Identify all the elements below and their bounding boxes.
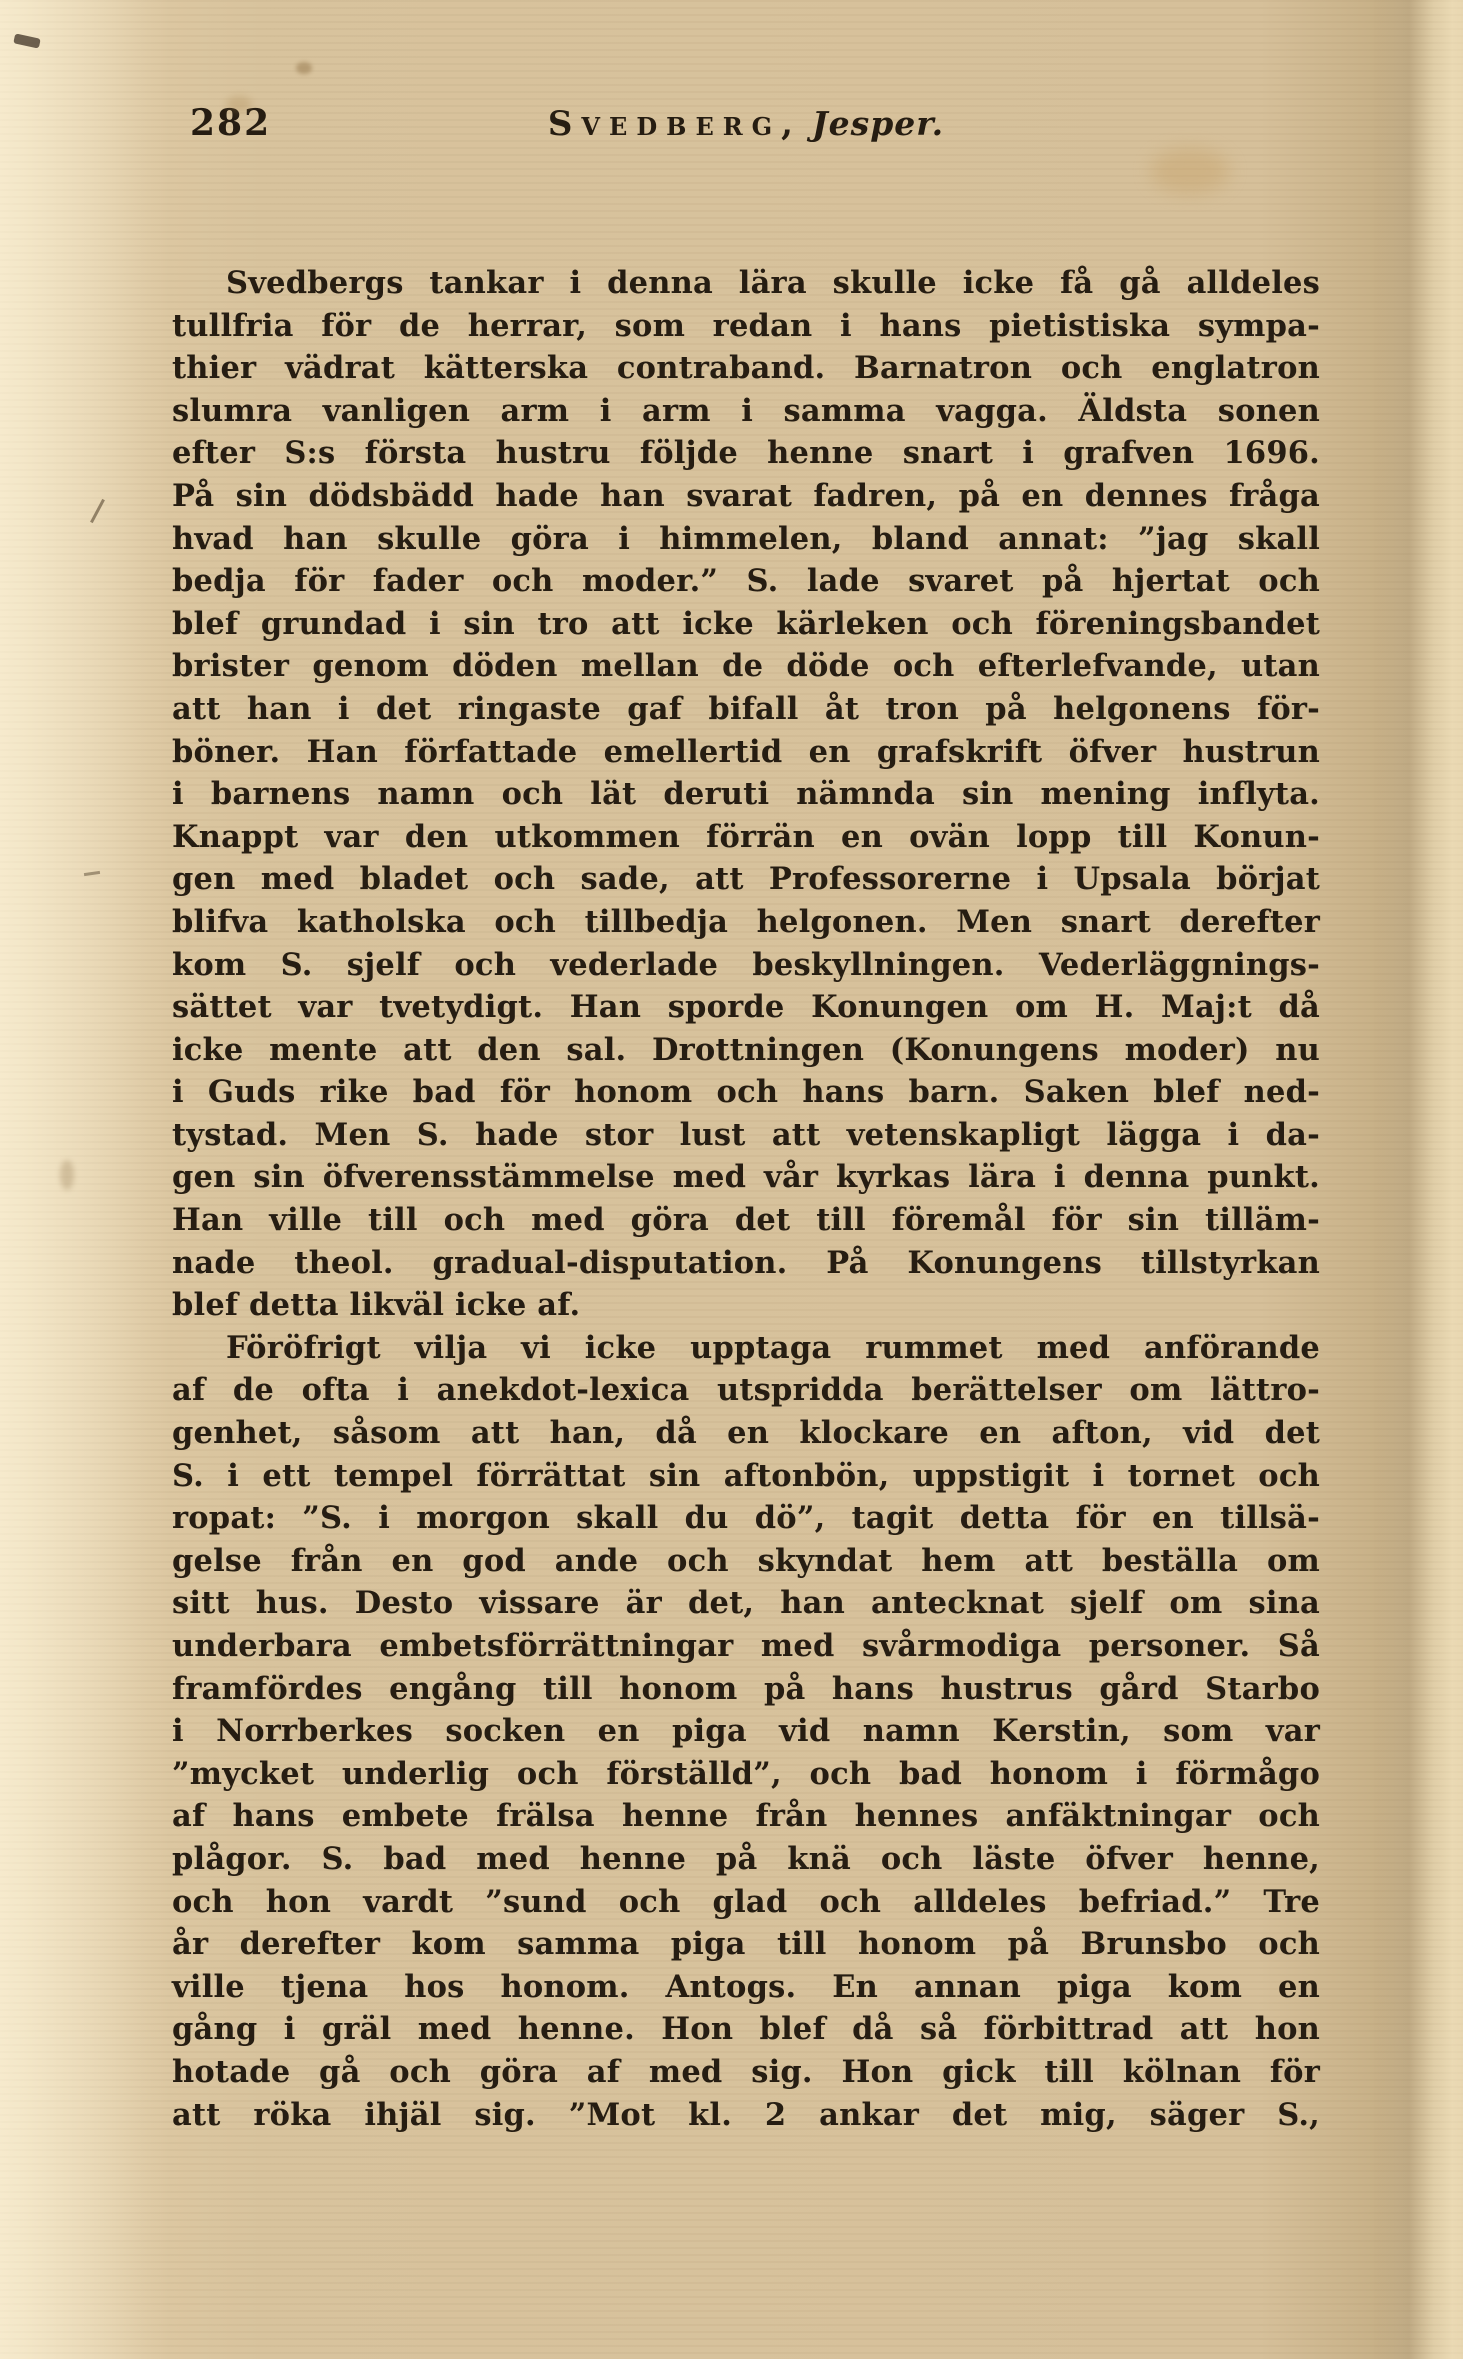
text-line: böner. Han författade emellertid en grafskrift öfver hustrun [172, 733, 1320, 770]
text-line: icke mente att den sal. Drottningen (Konungens moder) nu [172, 1031, 1320, 1068]
paper-stain [60, 1160, 74, 1190]
text-line: af de ofta i anekdot-lexica utspridda berättelser om lättro- [172, 1372, 1320, 1409]
page-header [172, 102, 1320, 148]
text-line: gång i gräl med henne. Hon blef då så förbittrad att hon [172, 2011, 1320, 2048]
text-line: underbara embetsförrättningar med svårmodiga personer. Så [172, 1628, 1320, 1664]
pen-mark [84, 871, 100, 876]
text-line: genhet, såsom att han, då en klockare en afton, vid det [172, 1415, 1320, 1452]
text-line: att han i det ringaste gaf bifall åt tron på helgonens för- [172, 690, 1320, 727]
text-line: i Norrberkes socken en piga vid namn Kerstin, som var [172, 1713, 1320, 1750]
running-title-surname: Svedberg, [547, 104, 803, 144]
text-line: thier vädrat kätterska contraband. Barnatron och englatron [172, 350, 1320, 387]
text-line: blef grundad i sin tro att icke kärleken och föreningsbandet [172, 605, 1320, 642]
text-line: hotade gå och göra af med sig. Hon gick till kölnan för [172, 2053, 1320, 2090]
text-line: kom S. sjelf och vederlade beskyllningen. Vederläggnings- [172, 946, 1320, 983]
text-line: hvad han skulle göra i himmelen, bland annat: ”jag skall [172, 520, 1320, 557]
page-number: 282 [190, 102, 272, 144]
text-line: På sin dödsbädd hade han svarat fadren, på en dennes fråga [172, 477, 1320, 514]
text-line: år derefter kom samma piga till honom på Brunsbo och [172, 1926, 1320, 1963]
text-line: efter S:s första hustru följde henne snart i grafven 1696. [172, 435, 1320, 472]
paper-stain [1150, 148, 1230, 194]
text-line: i barnens namn och lät deruti nämnda sin mening inflyta. [172, 776, 1320, 813]
text-line: tullfria för de herrar, som redan i hans pietistiska sympa- [172, 307, 1320, 344]
text-line: slumra vanligen arm i arm i samma vagga. Äldsta sonen [172, 392, 1320, 429]
text-line: sättet var tvetydigt. Han sporde Konungen om H. Maj:t då [172, 989, 1320, 1026]
text-line: blef detta likväl icke af. [172, 1287, 581, 1324]
text-line: och hon vardt ”sund och glad och alldeles befriad.” Tre [172, 1883, 1320, 1920]
text-line: sitt hus. Desto vissare är det, han antecknat sjelf om sina [172, 1585, 1320, 1622]
paper-stain [296, 62, 312, 74]
running-title [172, 104, 1320, 144]
text-line: ville tjena hos honom. Antogs. En annan piga kom en [172, 1968, 1320, 2005]
text-line: gen med bladet och sade, att Professorerne i Upsala börjat [172, 861, 1320, 898]
text-line: ropat: ”S. i morgon skall du dö”, tagit detta för en tillsä- [172, 1500, 1320, 1537]
text-line: S. i ett tempel förrättat sin aftonbön, uppstigit i tornet och [172, 1457, 1320, 1494]
text-line: framfördes engång till honom på hans hustrus gård Starbo [172, 1670, 1320, 1707]
text-line: brister genom döden mellan de döde och efterlefvande, utan [172, 648, 1320, 685]
text-line: tystad. Men S. hade stor lust att vetenskapligt lägga i da- [172, 1116, 1320, 1153]
ink-speck [13, 33, 41, 48]
text-line: blifva katholska och tillbedja helgonen. Men snart derefter [172, 903, 1320, 940]
text-line: i Guds rike bad för honom och hans barn. Saken blef ned- [172, 1074, 1320, 1111]
text-line: plågor. S. bad med henne på knä och läste öfver henne, [172, 1840, 1320, 1877]
text-line: gen sin öfverensstämmelse med vår kyrkas lära i denna punkt. [172, 1159, 1320, 1196]
text-line: att röka ihjäl sig. ”Mot kl. 2 ankar det mig, säger S., [172, 2096, 1320, 2133]
running-title-firstname: Jesper. [812, 104, 945, 143]
text-line: nade theol. gradual-disputation. På Konungens tillstyrkan [172, 1244, 1320, 1281]
text-line: bedja för fader och moder.” S. lade svaret på hjertat och [172, 563, 1320, 600]
text-line: af hans embete frälsa henne från hennes anfäktningar och [172, 1798, 1320, 1835]
text-line: Föröfrigt vilja vi icke upptaga rummet med anförande [226, 1329, 1320, 1366]
text-line: Han ville till och med göra det till föremål för sin tilläm- [172, 1202, 1320, 1239]
body-text [172, 262, 1320, 2136]
text-line: gelse från en god ande och skyndat hem att beställa om [172, 1542, 1320, 1579]
text-line: ”mycket underlig och förställd”, och bad honom i förmågo [172, 1755, 1320, 1792]
text-line: Svedbergs tankar i denna lära skulle icke få gå alldeles [226, 265, 1320, 301]
text-line: Knappt var den utkommen förrän en ovän lopp till Konun- [172, 818, 1320, 855]
pen-mark [90, 499, 105, 523]
